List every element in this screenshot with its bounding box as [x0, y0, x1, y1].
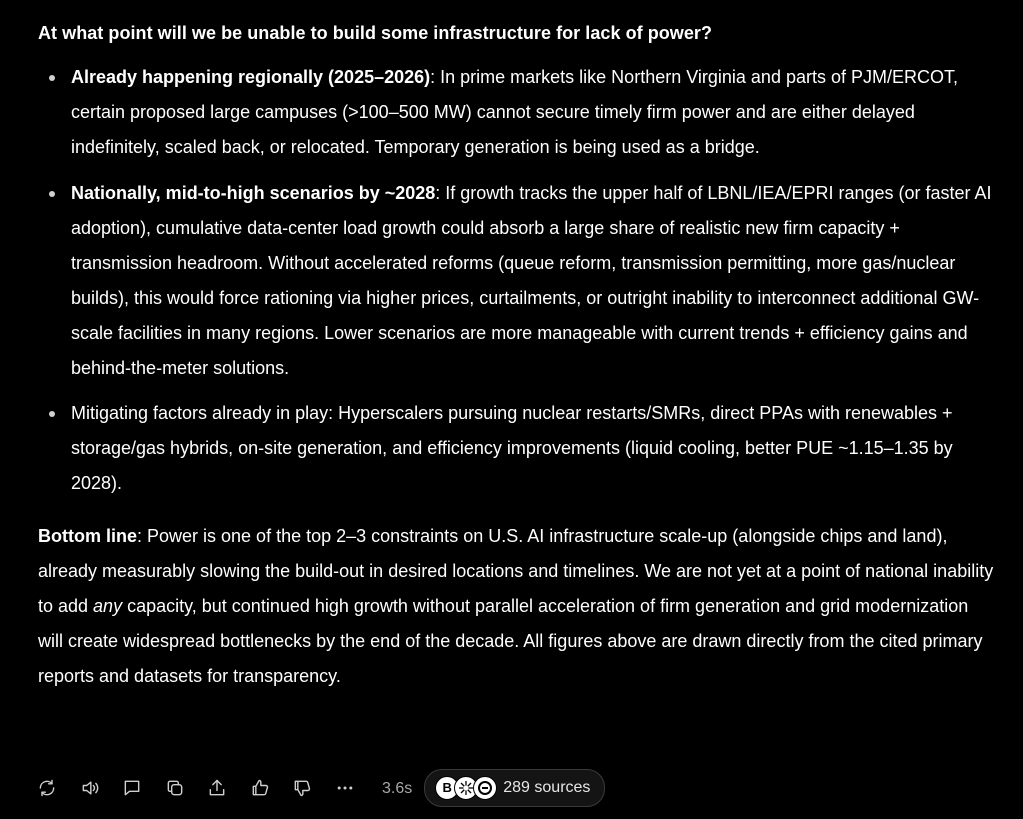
- response-time: 3.6s: [382, 779, 413, 797]
- bottom-line-bold: Bottom line: [38, 526, 137, 546]
- list-item: [38, 176, 998, 386]
- thumbs-down-icon: [292, 778, 312, 798]
- bottom-line-text: : Power is one of the top 2–3 constraints on U.S. AI infrastructure scale-up (alongside chips and land), already measurably slowing the build-out in desired locations and timelines. We are not yet at a point of national inability to add: [38, 526, 994, 616]
- copy-icon: [165, 778, 185, 798]
- bullet-dot: [49, 411, 55, 417]
- comment-icon: [122, 778, 142, 798]
- sunburst-icon: [458, 780, 474, 796]
- list-item-text: : In prime markets like Northern Virginia and parts of PJM/ERCOT, certain proposed large campuses (>100–500 MW) cannot secure timely firm power and are either delayed indefinitely, scaled back, or relocated. Temporary generation is being used as a bridge.: [71, 67, 958, 157]
- list-item-text: Mitigating factors already in play: Hyperscalers pursuing nuclear restarts/SMRs, direct PPAs with renewables + storage/gas hybrids, on-site generation, and efficiency improvements (liquid cooling, better PUE ~1.15–1.35 by 2028).: [71, 403, 953, 493]
- share-button[interactable]: [206, 777, 228, 799]
- read-aloud-button[interactable]: [79, 777, 101, 799]
- message-action-toolbar: [36, 769, 605, 807]
- regenerate-icon: [37, 778, 57, 798]
- bottom-line-text-end: capacity, but continued high growth without parallel acceleration of firm generation and grid modernization will create widespread bottlenecks by the end of the decade. All figures above are drawn directly from the cited primary reports and datasets for transparency.: [38, 596, 983, 686]
- sources-button[interactable]: [424, 769, 605, 807]
- thumbs-up-button[interactable]: [249, 777, 271, 799]
- regenerate-button[interactable]: [36, 777, 58, 799]
- thumbs-up-icon: [250, 778, 270, 798]
- sources-count-label: 289 sources: [503, 779, 591, 796]
- list-item: [38, 396, 998, 501]
- section-heading: At what point will we be unable to build some infrastructure for lack of power?: [38, 23, 713, 43]
- list-item: [38, 60, 998, 165]
- ring-icon: [477, 780, 493, 796]
- comment-button[interactable]: [121, 777, 143, 799]
- more-button[interactable]: [334, 777, 356, 799]
- copy-button[interactable]: [164, 777, 186, 799]
- response-content: [38, 16, 998, 694]
- bottom-line-paragraph: [38, 519, 998, 694]
- bullet-list: [38, 60, 998, 501]
- bottom-line-emphasis: any: [93, 596, 123, 616]
- source-favicon-ring-icon: [473, 776, 497, 800]
- list-item-text: : If growth tracks the upper half of LBNL/IEA/EPRI ranges (or faster AI adoption), cumulative data-center load growth could absorb a large share of realistic new firm capacity + transmission headroom. Without accelerated reforms (queue reform, transmission permitting, more gas/nuclear builds), this would force rationing via higher prices, curtailments, or outright inability to interconnect additional GW-scale facilities in many regions. Lower scenarios are more manageable with current trends + efficiency gains and behind-the-meter solutions.: [71, 183, 992, 378]
- read-aloud-icon: [80, 778, 100, 798]
- thumbs-down-button[interactable]: [291, 777, 313, 799]
- list-item-bold: Already happening regionally (2025–2026): [71, 67, 431, 87]
- share-icon: [207, 778, 227, 798]
- list-item-bold: Nationally, mid-to-high scenarios by ~2028: [71, 183, 436, 203]
- bullet-dot: [49, 75, 55, 81]
- bullet-dot: [49, 191, 55, 197]
- more-icon: [335, 778, 355, 798]
- source-favicon-b: B: [435, 776, 459, 800]
